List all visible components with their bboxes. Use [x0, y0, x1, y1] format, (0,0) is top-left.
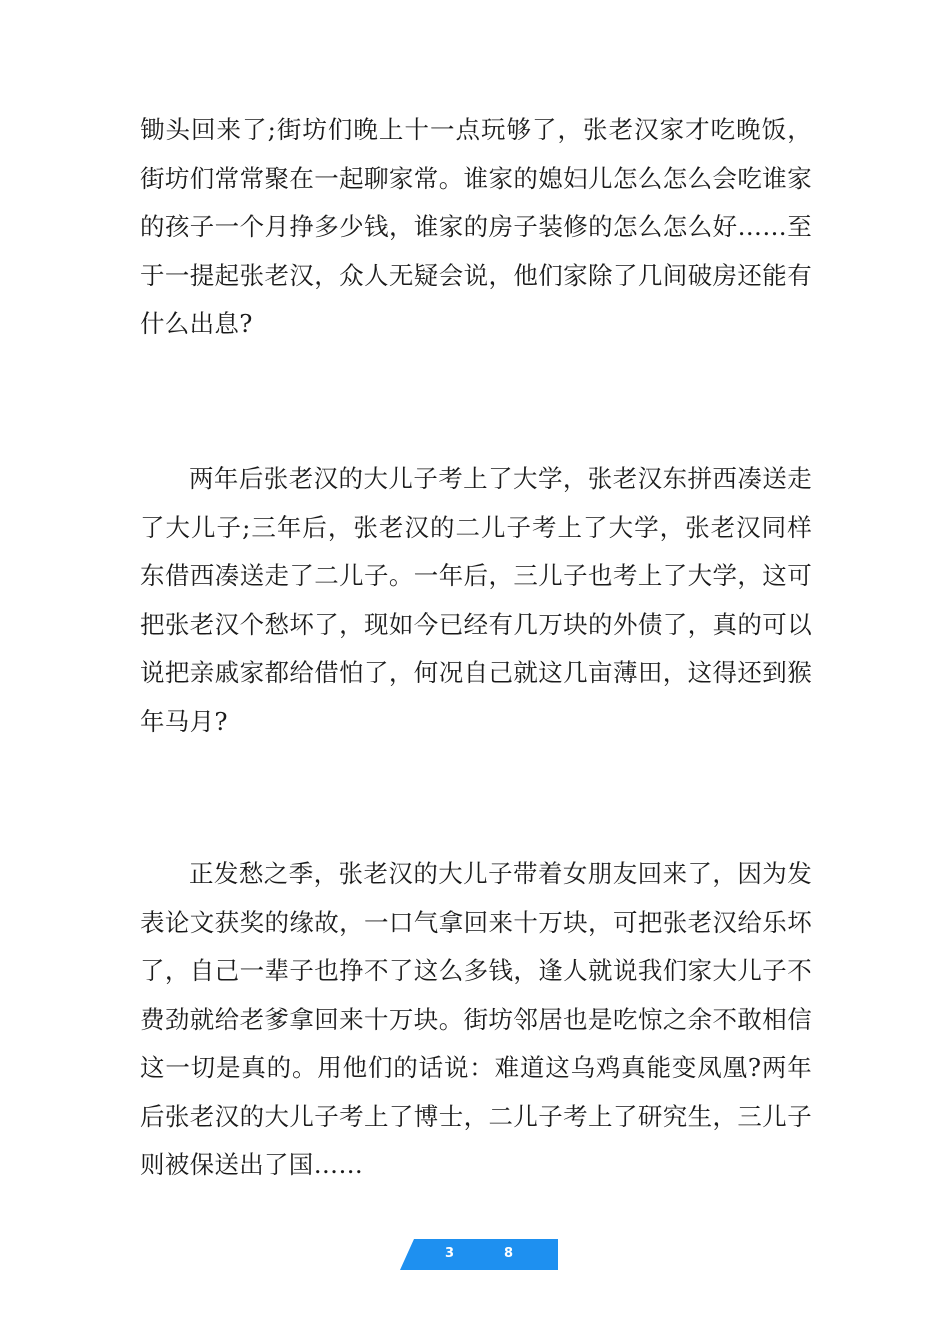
page-badge-shape: [400, 1239, 558, 1270]
paragraph-3: 正发愁之季，张老汉的大儿子带着女朋友回来了，因为发表论文获奖的缘故，一口气拿回来十万块，可把张老汉给乐坏了，自己一辈子也挣不了这么多钱，逢人就说我们家大儿子不费劲就给老爹拿回来十万块。街坊邻居也是吃惊之余不敢相信这一切是真的。用他们的话说：难道这乌鸡真能变凤凰?两年后张老汉的大儿子考上了博士，二儿子考上了研究生，三儿子则被保送出了国……: [140, 859, 812, 1179]
paragraph-2: 两年后张老汉的大儿子考上了大学，张老汉东拼西凑送走了大儿子;三年后，张老汉的二儿子考上了大学，张老汉同样东借西凑送走了二儿子。一年后，三儿子也考上了大学，这可把张老汉个愁坏了，现如今已经有几万块的外债了，真的可以说把亲戚家都给借怕了，何况自己就这几亩薄田，这得还到猴年马月?: [140, 464, 812, 736]
paragraph-1: 锄头回来了;街坊们晚上十一点玩够了，张老汉家才吃晚饭，街坊们常常聚在一起聊家常。谁家的媳妇儿怎么怎么会吃谁家的孩子一个月挣多少钱，谁家的房子装修的怎么怎么好……至于一提起张老汉，众人无疑会说，他们家除了几间破房还能有什么出息?: [140, 115, 812, 338]
total-pages-number: 8: [504, 1246, 514, 1261]
current-page-number: 3: [445, 1246, 455, 1261]
page-number-badge: [400, 1239, 558, 1270]
